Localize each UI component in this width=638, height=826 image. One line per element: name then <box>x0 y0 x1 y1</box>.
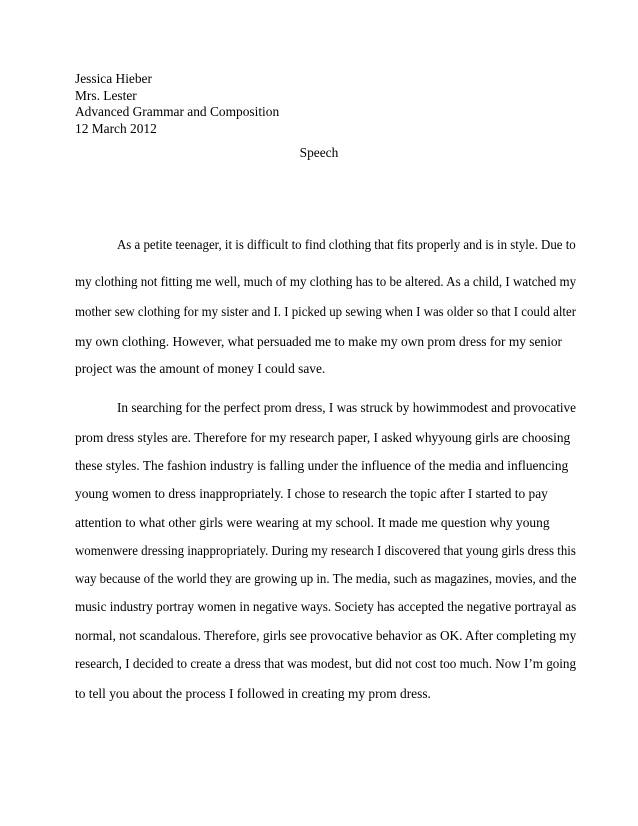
paragraph-2-line: attention to what other girls were wearing at my school. It made me question why young <box>75 515 550 530</box>
paragraph-1-line: mother sew clothing for my sister and I. I picked up sewing when I was older so that I could alter <box>75 304 576 319</box>
paragraph-2-line: music industry portray women in negative ways. Society has accepted the negative portrayal as <box>75 599 577 614</box>
paragraph-2-line: to tell you about the process I followed in creating my prom dress. <box>75 686 431 701</box>
paragraph-1-line: my own clothing. However, what persuaded me to make my own prom dress for my senior <box>75 334 562 349</box>
paragraph-1-line: As a petite teenager, it is difficult to find clothing that fits properly and is in style. Due to <box>117 237 576 252</box>
paragraph-2-line: young women to dress inappropriately. I chose to research the topic after I started to pay <box>75 486 548 501</box>
paragraph-2-line: In searching for the perfect prom dress, I was struck by howimmodest and provocative <box>117 400 577 415</box>
document-date: 12 March 2012 <box>75 120 157 136</box>
document-title: Speech <box>299 145 339 160</box>
author-name: Jessica Hieber <box>75 71 152 86</box>
paragraph-2-line: prom dress styles are. Therefore for my research paper, I asked whyyoung girls are choosing <box>75 430 571 445</box>
paragraph-1-line: my clothing not fitting me well, much of my clothing has to be altered. As a child, I watched my <box>75 274 577 289</box>
paragraph-2-line: these styles. The fashion industry is falling under the influence of the media and influencing <box>75 458 569 473</box>
paragraph-2-line: research, I decided to create a dress that was modest, but did not cost too much. Now I’m going <box>75 656 577 671</box>
teacher-name: Mrs. Lester <box>75 87 137 103</box>
paragraph-2-line: way because of the world they are growing up in. The media, such as magazines, movies, and the <box>75 571 577 586</box>
document-header <box>75 71 279 137</box>
paragraph-2-line: normal, not scandalous. Therefore, girls see provocative behavior as OK. After completing my <box>75 628 577 643</box>
course-name: Advanced Grammar and Composition <box>75 104 280 119</box>
paragraph-1-line: project was the amount of money I could save. <box>75 361 326 376</box>
paragraph-2-line: womenwere dressing inappropriately. During my research I discovered that young girls dress this <box>75 543 576 558</box>
